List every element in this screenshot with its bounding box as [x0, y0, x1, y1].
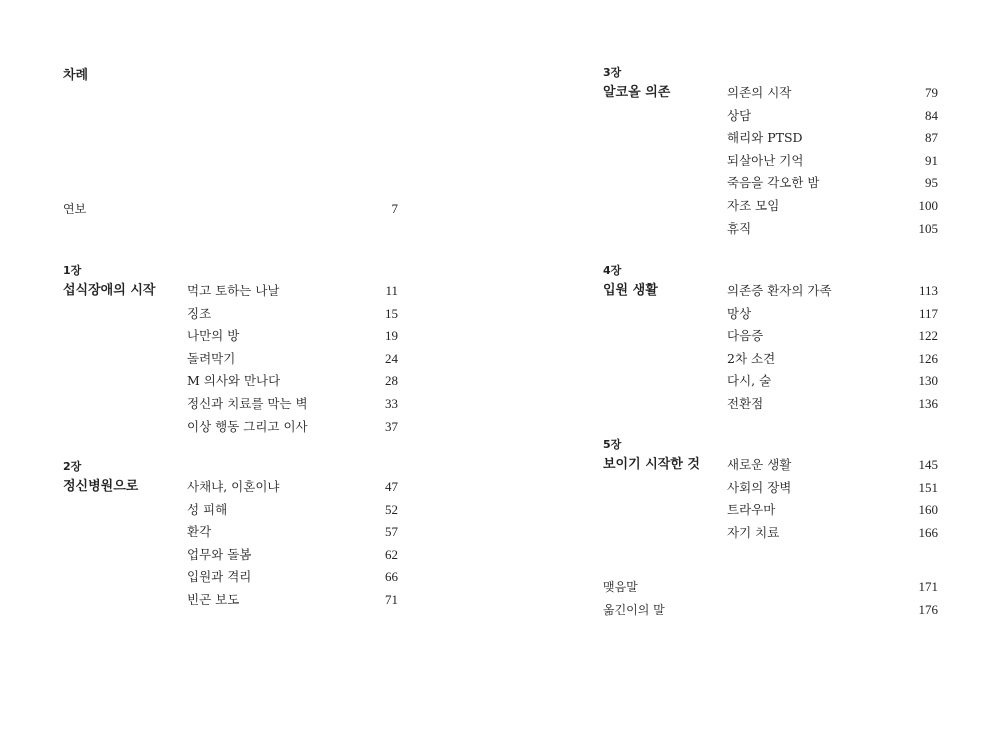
entry-title: 새로운 생활 — [727, 457, 792, 472]
entry-page: 91 — [925, 152, 938, 168]
entry-title: 의존증 환자의 가족 — [727, 283, 832, 298]
entry-title: 자기 치료 — [727, 524, 780, 540]
toc-entry[interactable] — [727, 522, 938, 545]
entry-title: 2차 소견 — [727, 350, 776, 366]
chapter-number: 1장 — [63, 264, 82, 277]
toc-entry[interactable] — [727, 393, 938, 416]
toc-entry[interactable] — [187, 303, 398, 326]
chronology-label: 연보 — [63, 202, 87, 216]
chapter-name: 섭식장애의 시작 — [63, 283, 156, 298]
chapter-4 — [603, 262, 938, 416]
entry-page: 117 — [918, 305, 938, 321]
toc-entry[interactable] — [187, 416, 398, 439]
chapter-3 — [603, 64, 938, 240]
toc-entry[interactable] — [727, 499, 938, 522]
entry-page: 113 — [918, 283, 938, 298]
toc-title: 차례 — [63, 68, 89, 83]
entry-title: 나만의 방 — [187, 328, 240, 344]
toc-entry[interactable] — [187, 589, 398, 612]
chronology-row[interactable] — [63, 198, 398, 220]
entry-title: 해리와 PTSD — [727, 130, 803, 146]
toc-entry[interactable] — [187, 370, 398, 393]
chapter-entries — [727, 454, 938, 544]
toc-entry[interactable] — [727, 454, 938, 477]
toc-entry[interactable] — [187, 476, 398, 499]
entry-page: 84 — [925, 107, 938, 123]
entry-page: 62 — [385, 546, 398, 562]
entry-title: 죽음을 각오한 밤 — [727, 175, 820, 191]
entry-page: 122 — [918, 328, 938, 344]
toc-entry[interactable] — [187, 325, 398, 348]
toc-entry[interactable] — [727, 303, 938, 326]
entry-page: 100 — [918, 197, 938, 213]
entry-page: 126 — [918, 350, 938, 366]
chapter-1 — [63, 262, 398, 438]
toc-entry[interactable] — [727, 280, 938, 303]
entry-page: 33 — [385, 395, 398, 411]
chapter-number: 2장 — [63, 460, 82, 473]
toc-entry[interactable] — [187, 566, 398, 589]
entry-title: 입원과 격리 — [187, 569, 252, 585]
entry-title: 정신과 치료를 막는 벽 — [187, 395, 308, 411]
entry-title: 이상 행동 그리고 이사 — [187, 418, 308, 434]
entry-title: 환각 — [187, 524, 212, 540]
entry-title: M 의사와 만나다 — [187, 373, 281, 389]
entry-page: 79 — [925, 85, 938, 100]
chapter-name: 보이기 시작한 것 — [603, 457, 700, 472]
closing-row-afterword[interactable] — [603, 576, 938, 598]
closing-row-translator-note[interactable] — [603, 599, 938, 621]
entry-title: 되살아난 기억 — [727, 152, 804, 168]
closing-page: 176 — [918, 602, 938, 617]
entry-title: 먹고 토하는 나날 — [187, 283, 280, 298]
entry-title: 상담 — [727, 107, 752, 123]
entry-page: 19 — [385, 328, 398, 344]
chronology-page: 7 — [391, 201, 398, 216]
entry-title: 의존의 시작 — [727, 85, 792, 100]
entry-title: 전환점 — [727, 395, 764, 411]
toc-entry[interactable] — [727, 218, 938, 241]
toc-entry[interactable] — [727, 348, 938, 371]
toc-entry[interactable] — [187, 280, 398, 303]
chapter-2 — [63, 458, 398, 612]
entry-title: 다시, 술 — [727, 373, 772, 389]
toc-entry[interactable] — [727, 82, 938, 105]
entry-title: 업무와 돌봄 — [187, 546, 252, 562]
toc-entry[interactable] — [727, 325, 938, 348]
toc-entry[interactable] — [187, 393, 398, 416]
entry-page: 166 — [918, 524, 938, 540]
chapter-number: 5장 — [603, 438, 622, 451]
entry-page: 66 — [385, 569, 398, 585]
entry-title: 휴직 — [727, 220, 752, 236]
entry-title: 빈곤 보도 — [187, 591, 240, 607]
entry-page: 160 — [918, 502, 938, 518]
entry-page: 52 — [385, 501, 398, 517]
entry-title: 트라우마 — [727, 502, 776, 518]
toc-entry[interactable] — [187, 499, 398, 522]
chapter-entries — [187, 280, 398, 438]
entry-title: 사회의 장벽 — [727, 479, 792, 495]
toc-entry[interactable] — [187, 348, 398, 371]
entry-page: 47 — [385, 479, 398, 494]
toc-entry[interactable] — [727, 127, 938, 150]
chapter-name: 알코올 의존 — [603, 85, 671, 100]
entry-title: 징조 — [187, 305, 212, 321]
toc-entry[interactable] — [187, 521, 398, 544]
toc-entry[interactable] — [727, 105, 938, 128]
toc-entry[interactable] — [727, 477, 938, 500]
right-page — [500, 0, 1000, 734]
entry-page: 28 — [385, 373, 398, 389]
chapter-5 — [603, 436, 938, 545]
toc-entry[interactable] — [727, 150, 938, 173]
chapter-entries — [727, 280, 938, 416]
chapter-entries — [727, 82, 938, 240]
toc-entry[interactable] — [727, 370, 938, 393]
entry-title: 성 피해 — [187, 501, 228, 517]
entry-title: 다음증 — [727, 328, 764, 344]
entry-page: 71 — [385, 591, 398, 607]
entry-page: 37 — [385, 418, 398, 434]
entry-page: 136 — [918, 395, 938, 411]
chapter-number: 4장 — [603, 264, 622, 277]
entry-page: 130 — [918, 373, 938, 389]
entry-title: 돌려막기 — [187, 350, 236, 366]
entry-page: 105 — [918, 220, 938, 236]
toc-entry[interactable] — [727, 195, 938, 218]
closing-page: 171 — [918, 579, 938, 594]
entry-page: 151 — [918, 479, 938, 495]
entry-page: 15 — [385, 305, 398, 321]
chapter-name: 정신병원으로 — [63, 479, 139, 494]
entry-page: 145 — [918, 457, 938, 472]
entry-page: 11 — [385, 283, 398, 298]
toc-entry[interactable] — [187, 544, 398, 567]
entry-title: 자조 모임 — [727, 197, 780, 213]
closing-label: 옮긴이의 말 — [603, 603, 665, 617]
entry-page: 24 — [385, 350, 398, 366]
entry-page: 87 — [925, 130, 938, 146]
chapter-number: 3장 — [603, 66, 622, 79]
chapter-entries — [187, 476, 398, 612]
entry-title: 망상 — [727, 305, 752, 321]
toc-entry[interactable] — [727, 172, 938, 195]
entry-title: 사채냐, 이혼이냐 — [187, 479, 280, 494]
entry-page: 95 — [925, 175, 938, 191]
entry-page: 57 — [385, 524, 398, 540]
closing-label: 맺음말 — [603, 580, 638, 594]
chapter-name: 입원 생활 — [603, 283, 658, 298]
